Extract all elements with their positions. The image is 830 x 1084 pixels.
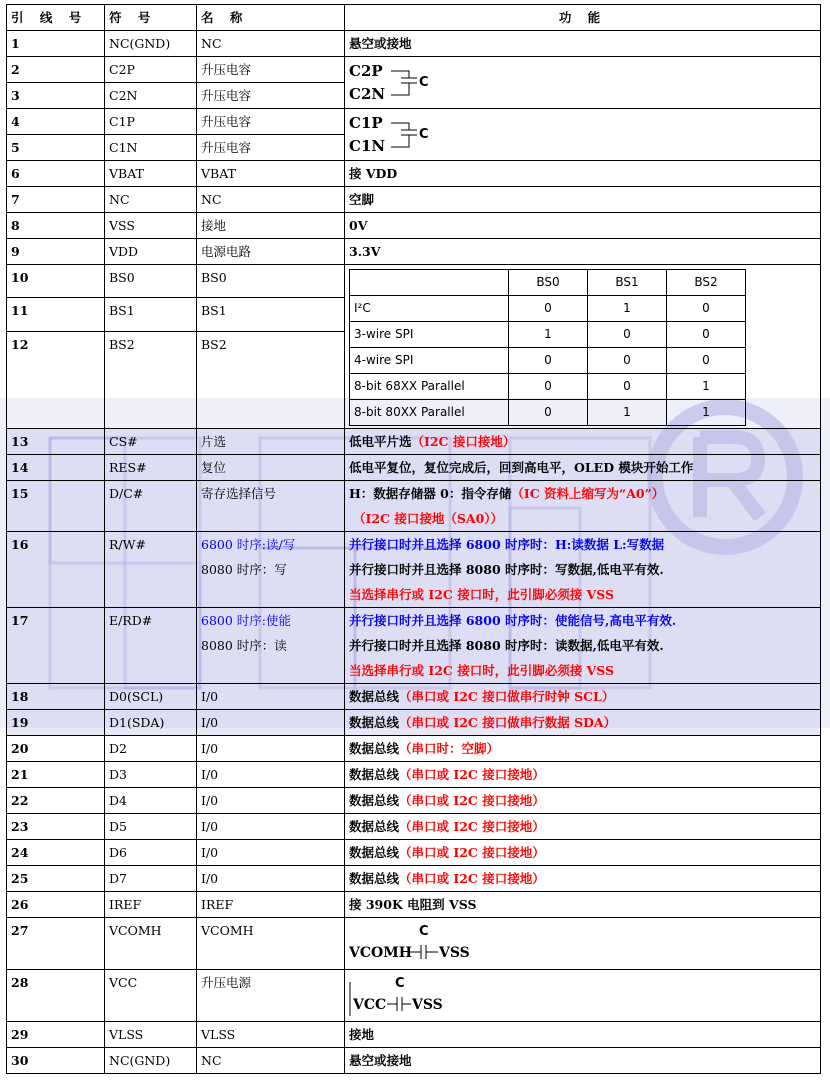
pin-name: I/0 bbox=[197, 814, 345, 840]
function-note: （串口或 I2C 接口接地） bbox=[399, 845, 545, 860]
pin-name: 寄存选择信号 bbox=[197, 481, 345, 532]
table-row bbox=[7, 684, 821, 710]
header-name: 名 称 bbox=[197, 5, 345, 31]
pin-number: 13 bbox=[7, 429, 105, 455]
function-text: 数据总线 bbox=[349, 689, 400, 704]
pin-name: 升压电容 bbox=[197, 57, 345, 83]
bs-value: 0 bbox=[588, 374, 667, 400]
table-row bbox=[7, 1048, 821, 1074]
pin-name: 电源电路 bbox=[197, 239, 345, 265]
pin-name bbox=[197, 608, 345, 684]
pin-symbol: VCOMH bbox=[105, 918, 197, 970]
pin-name bbox=[197, 532, 345, 608]
function-note-2: （I2C 接口接地（SA0）） bbox=[353, 511, 504, 526]
bs-value: 0 bbox=[509, 400, 588, 426]
pin-name: 升压电容 bbox=[197, 83, 345, 109]
bs-value: 1 bbox=[588, 400, 667, 426]
pin-symbol: D7 bbox=[105, 866, 197, 892]
bs-header: BS2 bbox=[667, 270, 746, 296]
pin-symbol: VDD bbox=[105, 239, 197, 265]
bs-header-row bbox=[350, 270, 746, 296]
pin-function bbox=[345, 788, 821, 814]
pin-name: 升压电源 bbox=[197, 970, 345, 1022]
pin-name: I/0 bbox=[197, 762, 345, 788]
pin-name: NC bbox=[197, 31, 345, 57]
pin-symbol: D1(SDA) bbox=[105, 710, 197, 736]
bs-mode: 8-bit 68XX Parallel bbox=[350, 374, 509, 400]
pin-function bbox=[345, 814, 821, 840]
pin-symbol: D5 bbox=[105, 814, 197, 840]
pin-symbol: BS0 bbox=[105, 265, 197, 298]
function-note: （串口或 I2C 接口做串行数据 SDA） bbox=[399, 715, 617, 730]
pin-symbol: D3 bbox=[105, 762, 197, 788]
function-note: （串口时：空脚） bbox=[399, 741, 500, 756]
pin-symbol: R/W# bbox=[105, 532, 197, 608]
pin-number: 30 bbox=[7, 1048, 105, 1074]
pin-number: 23 bbox=[7, 814, 105, 840]
function-note: （IC 资料上缩写为“A0”） bbox=[511, 486, 665, 501]
table-row bbox=[7, 109, 821, 135]
function-note: （串口或 I2C 接口接地） bbox=[399, 819, 545, 834]
function-text: 数据总线 bbox=[349, 793, 400, 808]
pin-symbol: C2P bbox=[105, 57, 197, 83]
name-6800: 6800 时序:使能 bbox=[201, 613, 291, 628]
pin-symbol: NC bbox=[105, 187, 197, 213]
table-row bbox=[7, 918, 821, 970]
vcc-capacitor-diagram bbox=[349, 972, 509, 1018]
pin-number: 17 bbox=[7, 608, 105, 684]
pin-function bbox=[345, 710, 821, 736]
pin-name: I/0 bbox=[197, 736, 345, 762]
pin-number: 29 bbox=[7, 1022, 105, 1048]
bs-value: 0 bbox=[667, 296, 746, 322]
function-6800: 并行接口时并且选择 6800 时序时：使能信号,高电平有效. bbox=[349, 613, 677, 628]
vcomh-capacitor-symbol bbox=[409, 945, 438, 959]
table-row bbox=[7, 239, 821, 265]
table-row bbox=[7, 814, 821, 840]
pin-number: 2 bbox=[7, 57, 105, 83]
pin-symbol: NC(GND) bbox=[105, 1048, 197, 1074]
function-serial-note: 当选择串行或 I2C 接口时，此引脚必须接 VSS bbox=[349, 587, 615, 602]
vcc-circuit-cell bbox=[345, 970, 821, 1022]
function-text: 数据总线 bbox=[349, 741, 400, 756]
pin-number: 9 bbox=[7, 239, 105, 265]
bs-value: 1 bbox=[509, 322, 588, 348]
bs-mode: 4-wire SPI bbox=[350, 348, 509, 374]
bs-value: 1 bbox=[588, 296, 667, 322]
pin-name: NC bbox=[197, 1048, 345, 1074]
pin-function: 0V bbox=[345, 213, 821, 239]
bs-row bbox=[350, 400, 746, 426]
c1-capacitor-diagram bbox=[349, 111, 459, 157]
pin-symbol: C2N bbox=[105, 83, 197, 109]
pin-function: 3.3V bbox=[345, 239, 821, 265]
c1-top-label: C1P bbox=[349, 114, 383, 132]
bs-value: 0 bbox=[588, 322, 667, 348]
c2-cap-label: C bbox=[419, 75, 429, 90]
pin-symbol: E/RD# bbox=[105, 608, 197, 684]
function-8080: 并行接口时并且选择 8080 时序时：读数据,低电平有效. bbox=[349, 638, 664, 653]
vcomh-right-label: VSS bbox=[439, 945, 470, 961]
vcomh-circuit-cell bbox=[345, 918, 821, 970]
pin-name: I/0 bbox=[197, 684, 345, 710]
pin-symbol: D2 bbox=[105, 736, 197, 762]
pin-number: 19 bbox=[7, 710, 105, 736]
pin-function: 悬空或接地 bbox=[345, 31, 821, 57]
table-row bbox=[7, 481, 821, 532]
name-8080: 8080 时序：读 bbox=[201, 638, 287, 653]
pin-name: 片选 bbox=[197, 429, 345, 455]
pin-symbol: D4 bbox=[105, 788, 197, 814]
table-row bbox=[7, 608, 821, 684]
pin-function: 空脚 bbox=[345, 187, 821, 213]
pin-number: 28 bbox=[7, 970, 105, 1022]
pin-number: 15 bbox=[7, 481, 105, 532]
pin-name: I/0 bbox=[197, 710, 345, 736]
table-row bbox=[7, 710, 821, 736]
pin-number: 20 bbox=[7, 736, 105, 762]
bs-value: 0 bbox=[667, 348, 746, 374]
pin-symbol: D6 bbox=[105, 840, 197, 866]
bs-value: 0 bbox=[509, 296, 588, 322]
c1-capacitor-symbol bbox=[391, 123, 417, 147]
pin-symbol: D/C# bbox=[105, 481, 197, 532]
function-text: 数据总线 bbox=[349, 871, 400, 886]
pin-name: VBAT bbox=[197, 161, 345, 187]
pin-number: 5 bbox=[7, 135, 105, 161]
pin-number: 18 bbox=[7, 684, 105, 710]
table-row bbox=[7, 762, 821, 788]
vcc-capacitor-symbol bbox=[387, 997, 411, 1011]
bs-header: BS0 bbox=[509, 270, 588, 296]
vcc-left-label: VCC bbox=[353, 997, 387, 1013]
c2-circuit-cell bbox=[345, 57, 821, 109]
function-note: （串口或 I2C 接口接地） bbox=[399, 767, 545, 782]
pin-name: 升压电容 bbox=[197, 109, 345, 135]
pin-symbol: NC(GND) bbox=[105, 31, 197, 57]
pin-symbol: C1N bbox=[105, 135, 197, 161]
table-row bbox=[7, 892, 821, 918]
bs-config-table bbox=[349, 269, 746, 426]
pin-name: IREF bbox=[197, 892, 345, 918]
table-row bbox=[7, 1022, 821, 1048]
pin-name: VLSS bbox=[197, 1022, 345, 1048]
pin-number: 7 bbox=[7, 187, 105, 213]
vcomh-capacitor-diagram bbox=[349, 920, 509, 966]
bs-mode: 3-wire SPI bbox=[350, 322, 509, 348]
pin-symbol: VSS bbox=[105, 213, 197, 239]
bs-row bbox=[350, 322, 746, 348]
function-note: （串口或 I2C 接口做串行时钟 SCL） bbox=[399, 689, 615, 704]
pin-symbol: C1P bbox=[105, 109, 197, 135]
function-text: 数据总线 bbox=[349, 845, 400, 860]
c1-circuit-cell bbox=[345, 109, 821, 161]
pin-number: 21 bbox=[7, 762, 105, 788]
header-pin: 引 线 号 bbox=[7, 5, 105, 31]
pin-name: 接地 bbox=[197, 213, 345, 239]
vcc-cap-label: C bbox=[395, 976, 405, 991]
pin-function bbox=[345, 532, 821, 608]
c2-bottom-label: C2N bbox=[349, 85, 386, 103]
bs-value: 0 bbox=[667, 322, 746, 348]
pin-number: 14 bbox=[7, 455, 105, 481]
pin-table bbox=[6, 4, 821, 1074]
pin-name: I/0 bbox=[197, 788, 345, 814]
pin-name: BS1 bbox=[197, 298, 345, 331]
pin-number: 8 bbox=[7, 213, 105, 239]
pin-number: 26 bbox=[7, 892, 105, 918]
table-row bbox=[7, 736, 821, 762]
bs-mode: I²C bbox=[350, 296, 509, 322]
pin-name: I/0 bbox=[197, 866, 345, 892]
c2-capacitor-diagram bbox=[349, 59, 459, 105]
function-text: 数据总线 bbox=[349, 767, 400, 782]
table-row bbox=[7, 265, 821, 298]
pin-number: 12 bbox=[7, 331, 105, 428]
function-note: （I2C 接口接地） bbox=[411, 434, 516, 449]
pin-symbol: RES# bbox=[105, 455, 197, 481]
table-row bbox=[7, 970, 821, 1022]
pin-number: 24 bbox=[7, 840, 105, 866]
header-function: 功 能 bbox=[345, 5, 821, 31]
pin-number: 4 bbox=[7, 109, 105, 135]
pin-number: 22 bbox=[7, 788, 105, 814]
c2-top-label: C2P bbox=[349, 62, 383, 80]
pin-function bbox=[345, 481, 821, 532]
pin-name: I/0 bbox=[197, 840, 345, 866]
pin-function bbox=[345, 429, 821, 455]
table-row bbox=[7, 31, 821, 57]
bs-value: 1 bbox=[667, 374, 746, 400]
pin-function bbox=[345, 684, 821, 710]
bs-config-cell bbox=[345, 265, 821, 429]
pin-function: 低电平复位，复位完成后，回到高电平，OLED 模块开始工作 bbox=[345, 455, 821, 481]
bs-row bbox=[350, 296, 746, 322]
pin-symbol: BS1 bbox=[105, 298, 197, 331]
function-note: （串口或 I2C 接口接地） bbox=[399, 793, 545, 808]
table-row bbox=[7, 532, 821, 608]
pin-function bbox=[345, 866, 821, 892]
table-row bbox=[7, 840, 821, 866]
bs-value: 0 bbox=[588, 348, 667, 374]
pin-function: 接地 bbox=[345, 1022, 821, 1048]
pin-function: 接 390K 电阻到 VSS bbox=[345, 892, 821, 918]
function-note: （串口或 I2C 接口接地） bbox=[399, 871, 545, 886]
function-6800: 并行接口时并且选择 6800 时序时：H:读数据 L:写数据 bbox=[349, 537, 665, 552]
table-row bbox=[7, 213, 821, 239]
pin-function bbox=[345, 840, 821, 866]
pin-function: 悬空或接地 bbox=[345, 1048, 821, 1074]
pin-function: 接 VDD bbox=[345, 161, 821, 187]
pin-symbol: VLSS bbox=[105, 1022, 197, 1048]
pin-name: BS0 bbox=[197, 265, 345, 298]
table-row bbox=[7, 788, 821, 814]
pin-function bbox=[345, 762, 821, 788]
vcomh-cap-label: C bbox=[419, 924, 429, 939]
pin-symbol: BS2 bbox=[105, 331, 197, 428]
bs-value: 0 bbox=[509, 374, 588, 400]
pin-symbol: CS# bbox=[105, 429, 197, 455]
pin-number: 11 bbox=[7, 298, 105, 331]
pin-number: 1 bbox=[7, 31, 105, 57]
table-row bbox=[7, 866, 821, 892]
bs-value: 0 bbox=[509, 348, 588, 374]
pin-number: 27 bbox=[7, 918, 105, 970]
function-text: 数据总线 bbox=[349, 819, 400, 834]
function-serial-note: 当选择串行或 I2C 接口时，此引脚必须接 VSS bbox=[349, 663, 615, 678]
pin-name: BS2 bbox=[197, 331, 345, 428]
pin-symbol: D0(SCL) bbox=[105, 684, 197, 710]
pin-number: 25 bbox=[7, 866, 105, 892]
pin-number: 10 bbox=[7, 265, 105, 298]
pin-name: 复位 bbox=[197, 455, 345, 481]
pin-symbol: VBAT bbox=[105, 161, 197, 187]
table-row bbox=[7, 429, 821, 455]
pin-function bbox=[345, 736, 821, 762]
table-row bbox=[7, 161, 821, 187]
function-text: 低电平片选 bbox=[349, 434, 412, 449]
pin-number: 3 bbox=[7, 83, 105, 109]
bs-row bbox=[350, 374, 746, 400]
c1-cap-label: C bbox=[419, 127, 429, 142]
bs-mode: 8-bit 80XX Parallel bbox=[350, 400, 509, 426]
header-symbol: 符 号 bbox=[105, 5, 197, 31]
vcc-right-label: VSS bbox=[412, 997, 443, 1013]
function-8080: 并行接口时并且选择 8080 时序时：写数据,低电平有效. bbox=[349, 562, 664, 577]
function-text: H：数据存储器 0：指令存储 bbox=[349, 486, 512, 501]
name-6800: 6800 时序:读/写 bbox=[201, 537, 296, 552]
pin-name: VCOMH bbox=[197, 918, 345, 970]
bs-header: BS1 bbox=[588, 270, 667, 296]
table-header bbox=[7, 5, 821, 31]
c1-bottom-label: C1N bbox=[349, 137, 386, 155]
pin-function bbox=[345, 608, 821, 684]
bs-header-blank bbox=[350, 270, 509, 296]
c2-capacitor-symbol bbox=[391, 71, 417, 95]
table-row bbox=[7, 187, 821, 213]
pin-name: NC bbox=[197, 187, 345, 213]
bs-value: 1 bbox=[667, 400, 746, 426]
pin-symbol: VCC bbox=[105, 970, 197, 1022]
table-row bbox=[7, 455, 821, 481]
table-row bbox=[7, 57, 821, 83]
vcomh-left-label: VCOMH bbox=[349, 945, 412, 961]
pin-symbol: IREF bbox=[105, 892, 197, 918]
pin-name: 升压电容 bbox=[197, 135, 345, 161]
bs-row bbox=[350, 348, 746, 374]
function-text: 数据总线 bbox=[349, 715, 400, 730]
name-8080: 8080 时序：写 bbox=[201, 562, 287, 577]
pin-number: 16 bbox=[7, 532, 105, 608]
pin-number: 6 bbox=[7, 161, 105, 187]
